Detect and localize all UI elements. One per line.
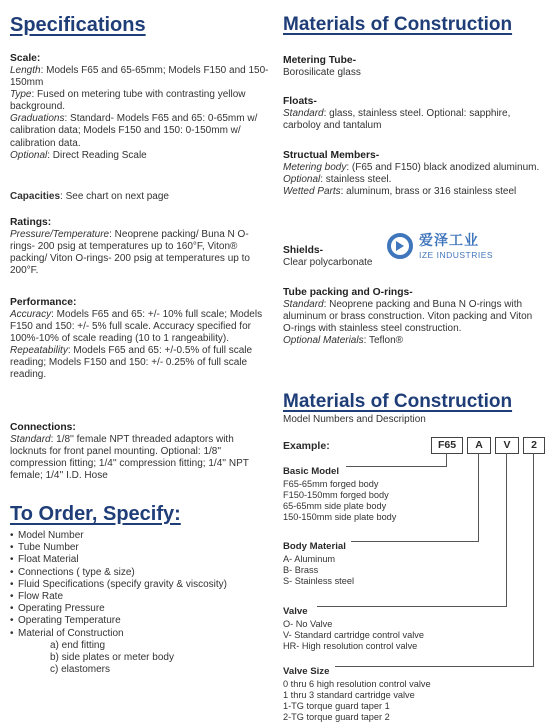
model-numbers-title: Materials of Construction [283,391,513,412]
structural-heading: Structual Members- [283,150,380,161]
tube-packing-optional: Optional Materials: Teflon® [283,335,404,347]
watermark-en: IZE INDUSTRIES [419,250,494,260]
body-material-item: S- Stainless steel [283,576,354,586]
floats-section [283,96,541,132]
body-material-item: B- Brass [283,565,319,575]
model-numbers-subtitle: Model Numbers and Description [283,414,426,425]
ize-watermark-logo [387,227,517,267]
model-box-basic: F65 [431,437,463,454]
valve-heading: Valve [283,606,308,617]
basic-model-item: F65-65mm forged body [283,479,379,489]
valve-group [283,601,533,652]
watermark-cn: 爱泽工业 [419,233,479,249]
tube-packing-standard: Standard: Neoprene packing and Buna N O-rings with aluminum or brass construction. Viton packing and Viton O-rings with stainless steel construction. [283,299,533,335]
order-list [10,530,272,676]
scale-length: Length: Models F65 and 65-65mm; Models F150 and 150-150mm [10,65,269,89]
structural-section [283,150,541,198]
order-list-item: • Material of Construction [10,628,272,640]
performance-section [10,297,272,382]
valve-size-item: 0 thru 6 high resolution control valve [283,679,431,689]
order-sub-item: c) elastomers [50,664,111,676]
order-list-item: • Connections ( type & size) [10,567,272,579]
valve-item: V- Standard cartridge control valve [283,630,424,640]
valve-item: O- No Valve [283,619,333,629]
body-material-heading: Body Material [283,541,346,552]
body-material-group [283,536,533,587]
performance-heading: Performance: [10,297,77,308]
scale-type: Type: Fused on metering tube with contrasting yellow background. [10,89,246,113]
model-box-body: A [467,437,491,454]
tube-packing-section [283,287,541,347]
shields-text: Clear polycarbonate [283,257,373,268]
shields-section [283,245,403,269]
ratings-text: Pressure/Temperature: Neoprene packing/ Buna N O-rings- 200 psig at temperatures up to 160°F, Viton® packing/ Viton O-rings- 200 psig at temperatures up to 200°F. [10,229,250,277]
structural-optional: Optional: stainless steel. [283,174,392,186]
order-list-item: • Float Material [10,554,272,566]
floats-heading: Floats- [283,96,317,107]
ratings-heading: Ratings: [10,217,52,228]
model-box-valve: V [495,437,519,454]
order-sub-item: a) end fitting [50,639,106,651]
metering-tube-section [283,55,541,79]
scale-graduations: Graduations: Standard- Models F65 and 65: 0-65mm w/ calibration data; Models F150 and 150: 0-150mm w/ calibration data. [10,113,258,149]
scale-heading: Scale: [10,53,41,64]
specifications-title: Specifications [10,14,146,36]
valve-size-group [283,661,533,723]
connector-line [533,453,534,666]
scale-section [10,53,272,162]
basic-model-item: 65-65mm side plate body [283,501,387,511]
ratings-section [10,217,272,277]
order-list-item: • Tube Number [10,542,272,554]
scale-optional: Optional: Direct Reading Scale [10,149,147,161]
structural-wetted: Wetted Parts: aluminum, brass or 316 stainless steel [283,186,517,198]
shields-heading: Shields- [283,245,324,256]
ize-logo-icon [387,231,413,261]
structural-body: Metering body: (F65 and F150) black anodized aluminum. [283,162,540,173]
basic-model-heading: Basic Model [283,466,339,477]
performance-repeatability: Repeatability: Models F65 and 65: +/-0.5% of full scale reading; Models F150 and 150: +/- 0.25% of full scale reading. [10,345,253,381]
valve-size-heading: Valve Size [283,666,330,677]
order-list-item: • Fluid Specifications (specify gravity & viscosity) [10,579,272,591]
basic-model-item: 150-150mm side plate body [283,512,397,522]
metering-tube-text: Borosilicate glass [283,67,361,78]
tube-packing-heading: Tube packing and O-rings- [283,287,413,298]
valve-size-item: 2-TG torque guard taper 2 [283,712,390,722]
order-sub-item: b) side plates or meter body [50,652,174,664]
floats-text: Standard: glass, stainless steel. Optional: sapphire, carboloy and tantalum [283,108,511,132]
connections-text: Standard: 1/8'' female NPT threaded adaptors with locknuts for front panel mounting. Optional: 1/8'' compression fitting; 1/4'' compression fitting; 1/4'' NPT female; 1/4'' I.D. Hose [10,434,249,482]
order-list-item: • Operating Temperature [10,615,272,627]
order-list-item: • Model Number [10,530,272,542]
order-list-item: • Flow Rate [10,591,272,603]
connections-heading: Connections: [10,422,76,433]
basic-model-group [283,461,533,523]
valve-item: HR- High resolution control valve [283,641,418,651]
basic-model-item: F150-150mm forged body [283,490,389,500]
valve-size-item: 1-TG torque guard taper 1 [283,701,390,711]
body-material-item: A- Aluminum [283,554,336,564]
capacities-line: Capacities: See chart on next page [10,191,169,202]
materials-title: Materials of Construction [283,14,513,35]
metering-tube-heading: Metering Tube- [283,55,357,66]
example-label: Example: [283,440,330,452]
order-list-item: • Operating Pressure [10,603,272,615]
to-order-title: To Order, Specify: [10,503,181,525]
performance-accuracy: Accuracy: Models F65 and 65: +/- 10% full scale; Models F150 and 150: +/- 5% full scale. Accuracy specified for 100%-10% of scale reading (10 to 1 rangeability). [10,309,263,345]
model-box-size: 2 [523,437,545,454]
connections-section [10,422,272,482]
valve-size-item: 1 thru 3 standard cartridge valve [283,690,415,700]
